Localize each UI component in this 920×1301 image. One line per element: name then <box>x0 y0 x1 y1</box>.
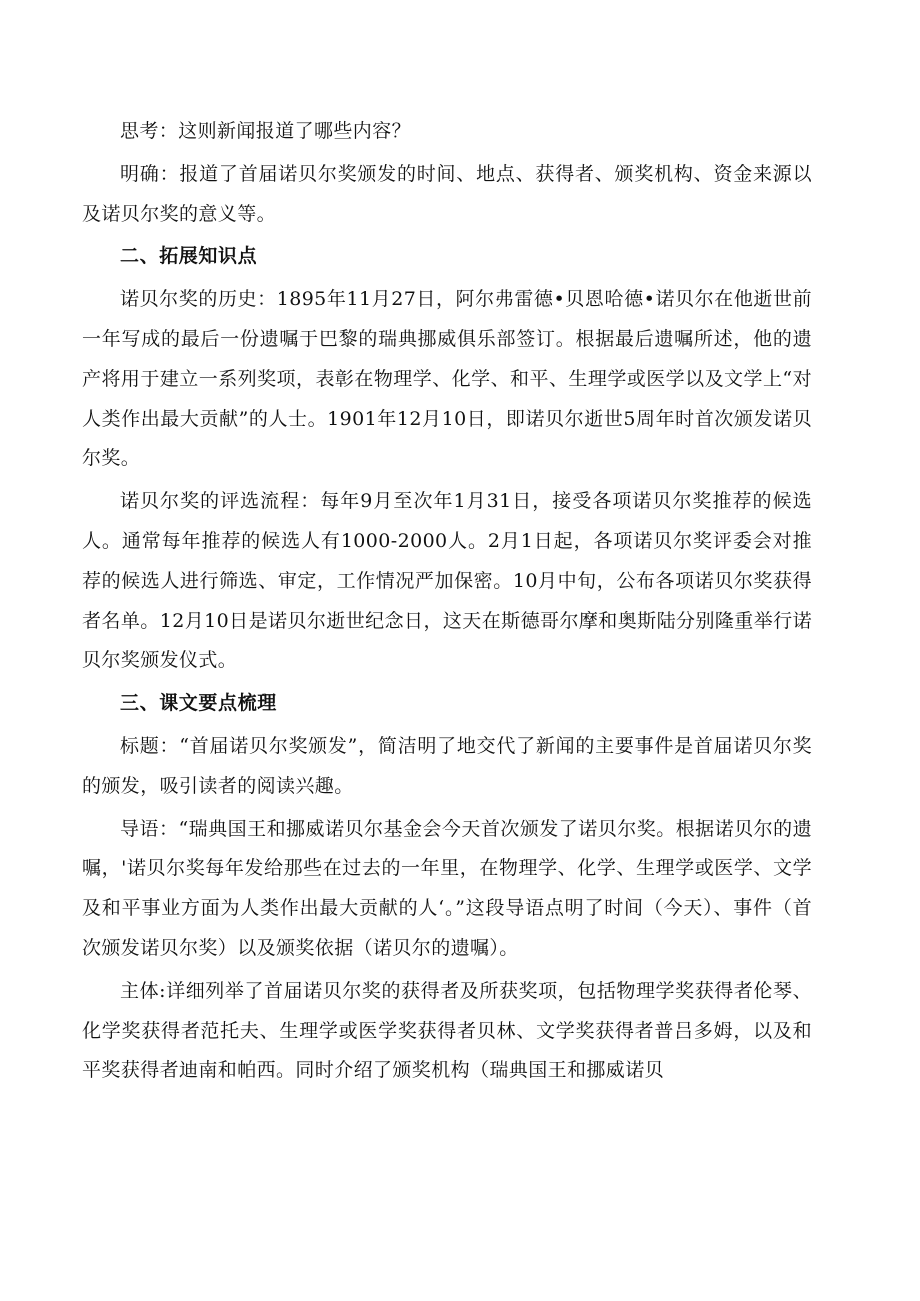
section-heading-key-points: 三、课文要点梳理 <box>120 692 277 715</box>
section-heading-extension: 二、拓展知识点 <box>120 245 258 268</box>
nobel-history-paragraph: 诺贝尔奖的历史：1895年11月27日，阿尔弗雷德•贝恩哈德•诺贝尔在他逝世前一年写成的最后一份遗嘱于巴黎的瑞典挪威俱乐部签订。根据最后遗嘱所述，他的遗产将用于建立一系列奖项，表彰在物理学、化学、和平、生理学或医学以及文学上“对人类作出最大贡献”的人士。1901年12月10日，即诺贝尔逝世5周年时首次颁发诺贝尔奖。 <box>82 288 812 470</box>
think-question: 思考：这则新闻报道了哪些内容？ <box>120 120 412 142</box>
nobel-process-paragraph: 诺贝尔奖的评选流程：每年9月至次年1月31日，接受各项诺贝尔奖推荐的候选人。通常每年推荐的候选人有1000-2000人。2月1日起，各项诺贝尔奖评委会对推荐的候选人进行筛选、审定，工作情况严加保密。10月中旬，公布各项诺贝尔奖获得者名单。12月10日是诺贝尔逝世纪念日，这天在斯德哥尔摩和奥斯陆分别隆重举行诺贝尔奖颁发仪式。 <box>82 490 812 672</box>
title-point-paragraph: 标题：“首届诺贝尔奖颁发”，简洁明了地交代了新闻的主要事件是首届诺贝尔奖的颁发，吸引读者的阅读兴趣。 <box>82 734 812 797</box>
think-answer: 明确：报道了首届诺贝尔奖颁发的时间、地点、获得者、颁奖机构、资金来源以及诺贝尔奖的意义等。 <box>82 162 812 225</box>
body-point-paragraph: 主体:详细列举了首届诺贝尔奖的获得者及所获奖项，包括物理学奖获得者伦琴、化学奖获得者范托夫、生理学或医学奖获得者贝林、文学奖获得者普吕多姆，以及和平奖获得者迪南和帕西。同时介绍了颁奖机构（瑞典国王和挪威诺贝 <box>82 979 812 1082</box>
document-body <box>82 112 812 1094</box>
lead-point-paragraph: 导语：“瑞典国王和挪威诺贝尔基金会今天首次颁发了诺贝尔奖。根据诺贝尔的遗嘱，'诺贝尔奖每年发给那些在过去的一年里，在物理学、化学、生理学或医学、文学及和平事业方面为人类作出最大贡献的人‘。”这段导语点明了时间（今天）、事件（首次颁发诺贝尔奖）以及颁奖依据（诺贝尔的遗嘱）。 <box>82 817 812 959</box>
